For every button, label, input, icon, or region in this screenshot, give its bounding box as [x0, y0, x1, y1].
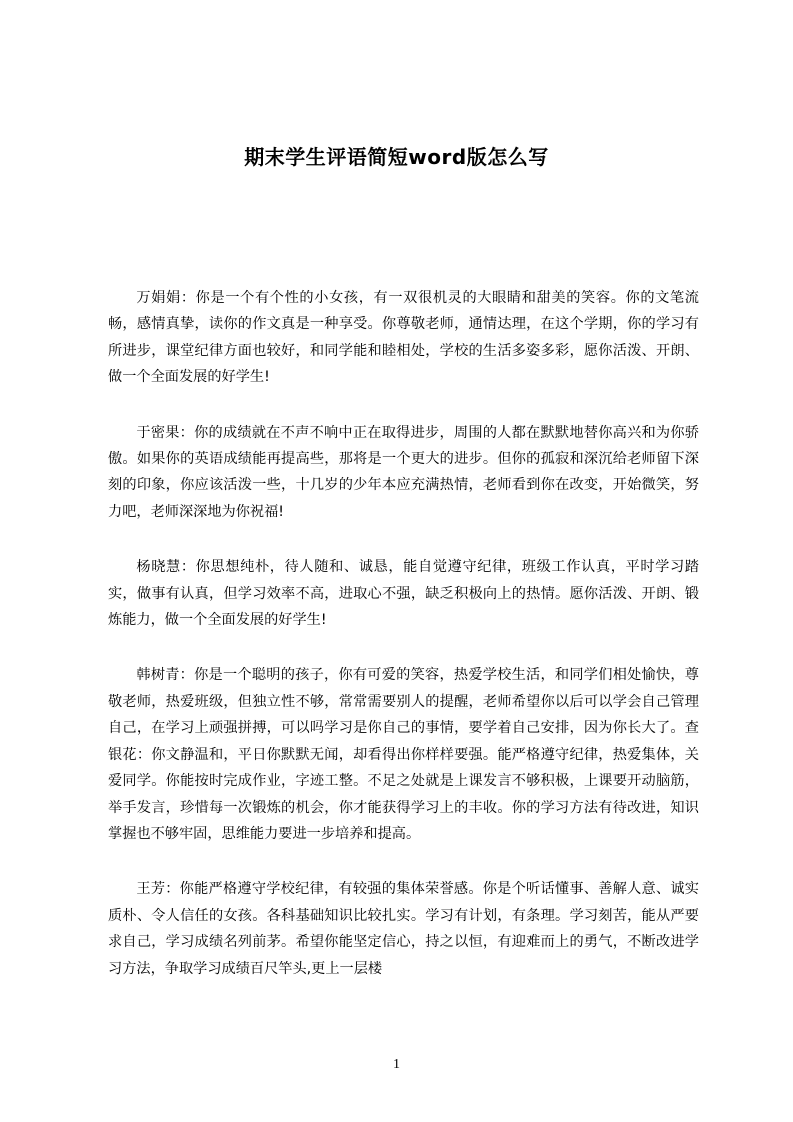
paragraph-wang-fang: 王芳：你能严格遵守学校纪律，有较强的集体荣誉感。你是个听话懂事、善解人意、诚实质朴、令人信任的女孩。各科基础知识比较扎实。学习有计划，有条理。学习刻苦，能从严要求自己，学习成绩名列前茅。希望你能坚定信心，持之以恒，有迎难而上的勇气，不断改进学习方法，争取学习成绩百尺竿头,更上一层楼 — [108, 881, 699, 977]
page-number: 1 — [393, 1057, 400, 1072]
document-title: 期末学生评语简短word版怎么写 — [244, 145, 549, 169]
paragraph-yang-xiaohui: 杨晓慧：你思想纯朴，待人随和、诚恳，能自觉遵守纪律，班级工作认真，平时学习踏实，做事有认真，但学习效率不高，进取心不强，缺乏积极向上的热情。愿你活泼、开朗、锻炼能力，做一个全面发展的好学生! — [108, 559, 699, 629]
document-body — [108, 285, 699, 982]
paragraph-wan-juanjuan: 万娟娟：你是一个有个性的小女孩，有一双很机灵的大眼睛和甜美的笑容。你的文笔流畅，感情真挚，读你的作文真是一种享受。你尊敬老师，通情达理，在这个学期，你的学习有所进步，课堂纪律方面也较好，和同学能和睦相处，学校的生活多姿多彩，愿你活泼、开朗、做一个全面发展的好学生! — [108, 290, 699, 386]
paragraph-han-shuqing: 韩树青：你是一个聪明的孩子，你有可爱的笑容，热爱学校生活，和同学们相处愉快，尊敬老师，热爱班级，但独立性不够，常常需要别人的提醒，老师希望你以后可以学会自己管理自己，在学习上顽强拼搏，可以吗学习是你自己的事情，要学着自己安排，因为你长大了。查银花：你文静温和，平日你默默无闻，却看得出你样样要强。能严格遵守纪律，热爱集体，关爱同学。你能按时完成作业，字迹工整。不足之处就是上课发言不够积极，上课要开动脑筋，举手发言，珍惜每一次锻炼的机会，你才能获得学习上的丰收。你的学习方法有待改进，知识掌握也不够牢固，思维能力要进一步培养和提高。 — [108, 667, 699, 842]
paragraph-yu-miguo: 于密果：你的成绩就在不声不响中正在取得进步，周围的人都在默默地替你高兴和为你骄傲。如果你的英语成绩能再提高些，那将是一个更大的进步。但你的孤寂和深沉给老师留下深刻的印象，你应该活泼一些，十几岁的少年本应充满热情，老师看到你在改变，开始微笑，努力吧，老师深深地为你祝福! — [108, 424, 699, 520]
